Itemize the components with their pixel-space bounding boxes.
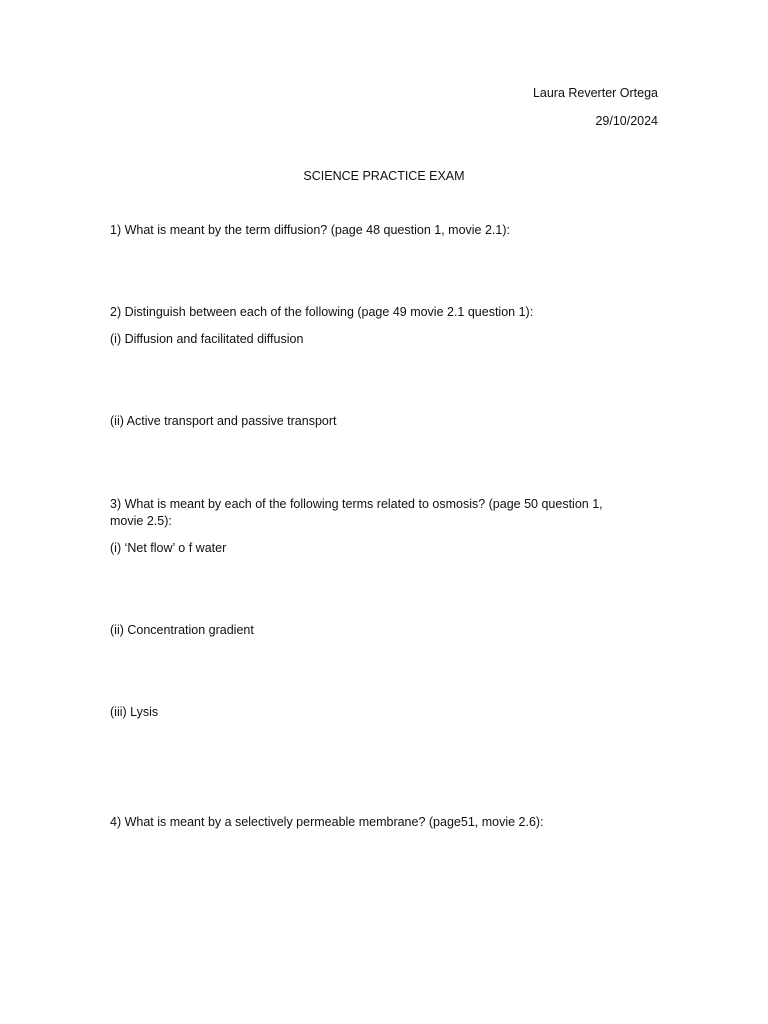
document-title: SCIENCE PRACTICE EXAM (303, 169, 465, 183)
question-3-part-ii: (ii) Concentration gradient (110, 623, 254, 637)
question-2-part-i: (i) Diffusion and facilitated diffusion (110, 332, 304, 346)
question-3-prompt-line-2: movie 2.5): (110, 514, 172, 528)
author-name: Laura Reverter Ortega (532, 86, 658, 100)
question-3-prompt-line-1: 3) What is meant by each of the following terms related to osmosis? (page 50 question 1, (110, 497, 603, 511)
question-1: 1) What is meant by the term diffusion? (page 48 question 1, movie 2.1): (110, 223, 510, 237)
exam-date: 29/10/2024 (595, 114, 658, 128)
question-2-prompt: 2) Distinguish between each of the following (page 49 movie 2.1 question 1): (110, 305, 534, 319)
question-4: 4) What is meant by a selectively permeable membrane? (page51, movie 2.6): (110, 815, 544, 829)
question-3-part-i: (i) ‘Net flow’ o f water (110, 541, 227, 555)
question-2-part-ii: (ii) Active transport and passive transport (110, 414, 337, 428)
question-3-part-iii: (iii) Lysis (110, 705, 159, 719)
